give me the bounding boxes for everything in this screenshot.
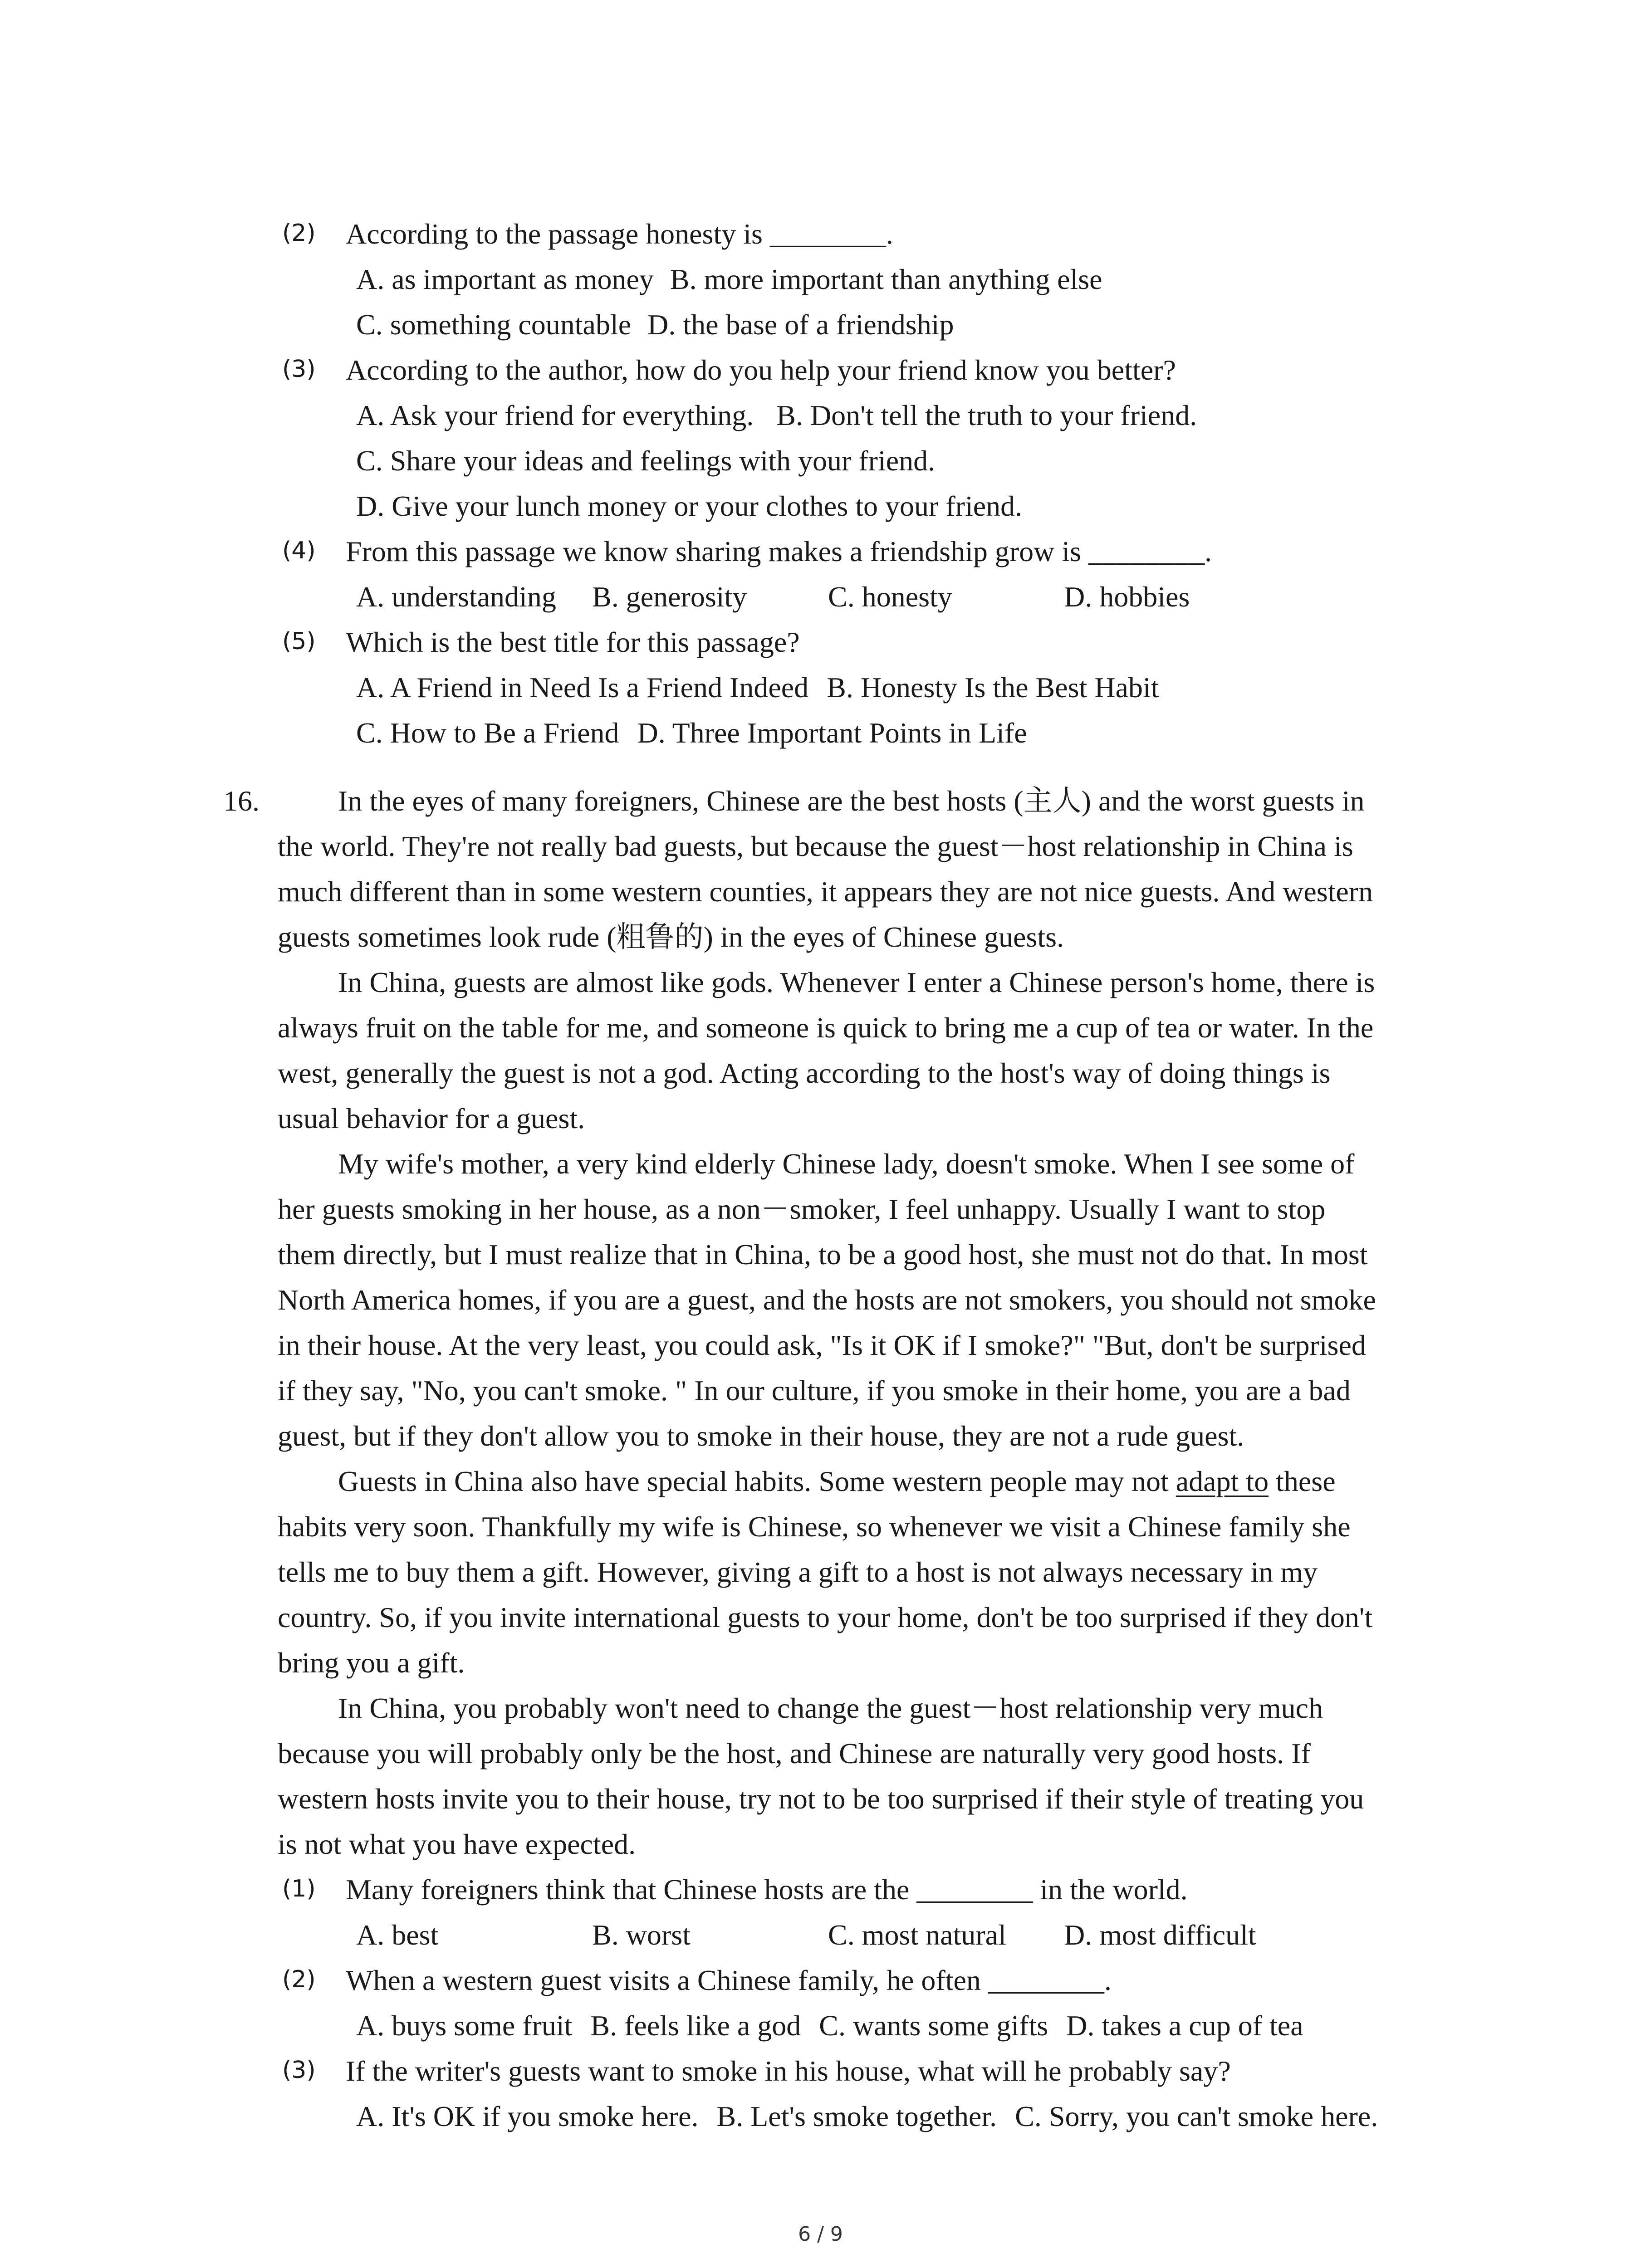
passage-line: western hosts invite you to their house, try not to be too surprised if their style of treating you — [278, 1783, 1364, 1815]
option-a: A. as important as money — [356, 263, 654, 295]
passage-line — [338, 1467, 1336, 1496]
option-d: D. Give your lunch money or your clothes to your friend. — [356, 490, 1023, 522]
passage-line: guest, but if they don't allow you to smoke in their house, they are not a rude guest. — [278, 1420, 1244, 1452]
question-number: (4) — [282, 537, 316, 564]
passage-line: is not what you have expected. — [278, 1828, 636, 1860]
passage-line: because you will probably only be the host, and Chinese are naturally very good hosts. If — [278, 1737, 1311, 1769]
option-c: C. something countable — [356, 308, 632, 341]
question-number: 16. — [223, 785, 260, 817]
option-d: D. most difficult — [1064, 1919, 1256, 1951]
question-number: (2) — [282, 1966, 316, 1993]
question-stem: Many foreigners think that Chinese hosts are the ________ in the world. — [346, 1873, 1188, 1906]
option-row — [356, 2011, 1303, 2040]
passage-line: in their house. At the very least, you could ask, "Is it OK if I smoke?" "But, don't be surprised — [278, 1329, 1366, 1361]
question-number: (3) — [282, 356, 316, 383]
question-stem: From this passage we know sharing makes a friendship grow is ________. — [346, 535, 1212, 567]
question-number: (1) — [282, 1875, 316, 1902]
option-row — [356, 582, 1190, 611]
passage-line: if they say, "No, you can't smoke. " In our culture, if you smoke in their home, you are a bad — [278, 1374, 1351, 1407]
option-b: B. worst — [592, 1919, 691, 1951]
passage-line: My wife's mother, a very kind elderly Chinese lady, doesn't smoke. When I see some of — [338, 1148, 1355, 1180]
passage-line: always fruit on the table for me, and someone is quick to bring me a cup of tea or water. In the — [278, 1012, 1374, 1044]
option-row — [356, 2102, 1378, 2131]
option-row — [356, 265, 1102, 294]
passage-line: much different than in some western counties, it appears they are not nice guests. And western — [278, 875, 1373, 908]
question-stem: If the writer's guests want to smoke in his house, what will he probably say? — [346, 2055, 1231, 2087]
option-c: C. wants some gifts — [819, 2009, 1048, 2042]
passage-line: In the eyes of many foreigners, Chinese are the best hosts (主人) and the worst guests in — [338, 785, 1365, 817]
passage-line: tells me to buy them a gift. However, giving a gift to a host is not always necessary in my — [278, 1556, 1318, 1588]
passage-text: these — [1269, 1465, 1336, 1497]
question-stem: Which is the best title for this passage? — [346, 626, 800, 658]
option-d: D. the base of a friendship — [647, 308, 954, 341]
option-row — [356, 310, 954, 339]
option-b: B. Don't tell the truth to your friend. — [776, 399, 1197, 431]
passage-line: them directly, but I must realize that in China, to be a good host, she must not do that. In most — [278, 1238, 1368, 1271]
passage-line: habits very soon. Thankfully my wife is Chinese, so whenever we visit a Chinese family she — [278, 1510, 1351, 1543]
option-b: B. Honesty Is the Best Habit — [827, 671, 1159, 704]
option-d: D. takes a cup of tea — [1066, 2009, 1303, 2042]
option-row — [356, 719, 1027, 748]
option-c: C. Share your ideas and feelings with your friend. — [356, 445, 936, 477]
option-b: B. feels like a god — [590, 2009, 801, 2042]
passage-line: North America homes, if you are a guest, and the hosts are not smokers, you should not smoke — [278, 1284, 1376, 1316]
option-c: C. Sorry, you can't smoke here. — [1015, 2100, 1378, 2132]
question-number: (2) — [282, 220, 316, 247]
passage-line: guests sometimes look rude (粗鲁的) in the eyes of Chinese guests. — [278, 921, 1064, 953]
option-a: A. understanding — [356, 581, 556, 613]
question-stem: When a western guest visits a Chinese family, he often ________. — [346, 1964, 1112, 1996]
underlined-phrase: adapt to — [1176, 1465, 1269, 1497]
option-b: B. Let's smoke together. — [716, 2100, 997, 2132]
passage-line: the world. They're not really bad guests, but because the guest－host relationship in China is — [278, 830, 1353, 862]
page-number: 6 / 9 — [798, 2223, 843, 2246]
option-row — [356, 1921, 1256, 1950]
option-d: D. hobbies — [1064, 581, 1190, 613]
passage-line: her guests smoking in her house, as a non－smoker, I feel unhappy. Usually I want to stop — [278, 1193, 1326, 1225]
option-a: A. It's OK if you smoke here. — [356, 2100, 699, 2132]
question-stem: According to the passage honesty is ________. — [346, 218, 893, 250]
question-number: (3) — [282, 2057, 316, 2084]
passage-line: bring you a gift. — [278, 1647, 465, 1679]
option-c: C. honesty — [828, 581, 952, 613]
option-row — [356, 401, 1197, 430]
option-a: A. best — [356, 1919, 439, 1951]
passage-line: west, generally the guest is not a god. Acting according to the host's way of doing things is — [278, 1057, 1331, 1089]
option-row — [356, 673, 1159, 702]
question-stem: According to the author, how do you help your friend know you better? — [346, 354, 1176, 386]
option-a: A. A Friend in Need Is a Friend Indeed — [356, 671, 809, 704]
passage-line: In China, guests are almost like gods. Whenever I enter a Chinese person's home, there is — [338, 966, 1375, 998]
option-c: C. most natural — [828, 1919, 1006, 1951]
option-b: B. generosity — [592, 581, 747, 613]
question-number: (5) — [282, 628, 316, 655]
passage-line: country. So, if you invite international guests to your home, don't be too surprised if they don't — [278, 1601, 1373, 1633]
option-a: A. buys some fruit — [356, 2009, 573, 2042]
option-d: D. Three Important Points in Life — [637, 717, 1027, 749]
option-b: B. more important than anything else — [670, 263, 1102, 295]
passage-line: In China, you probably won't need to change the guest－host relationship very much — [338, 1692, 1323, 1724]
option-c: C. How to Be a Friend — [356, 717, 619, 749]
passage-text: Guests in China also have special habits. Some western people may not — [338, 1465, 1176, 1497]
option-a: A. Ask your friend for everything. — [356, 399, 754, 431]
passage-line: usual behavior for a guest. — [278, 1102, 585, 1134]
